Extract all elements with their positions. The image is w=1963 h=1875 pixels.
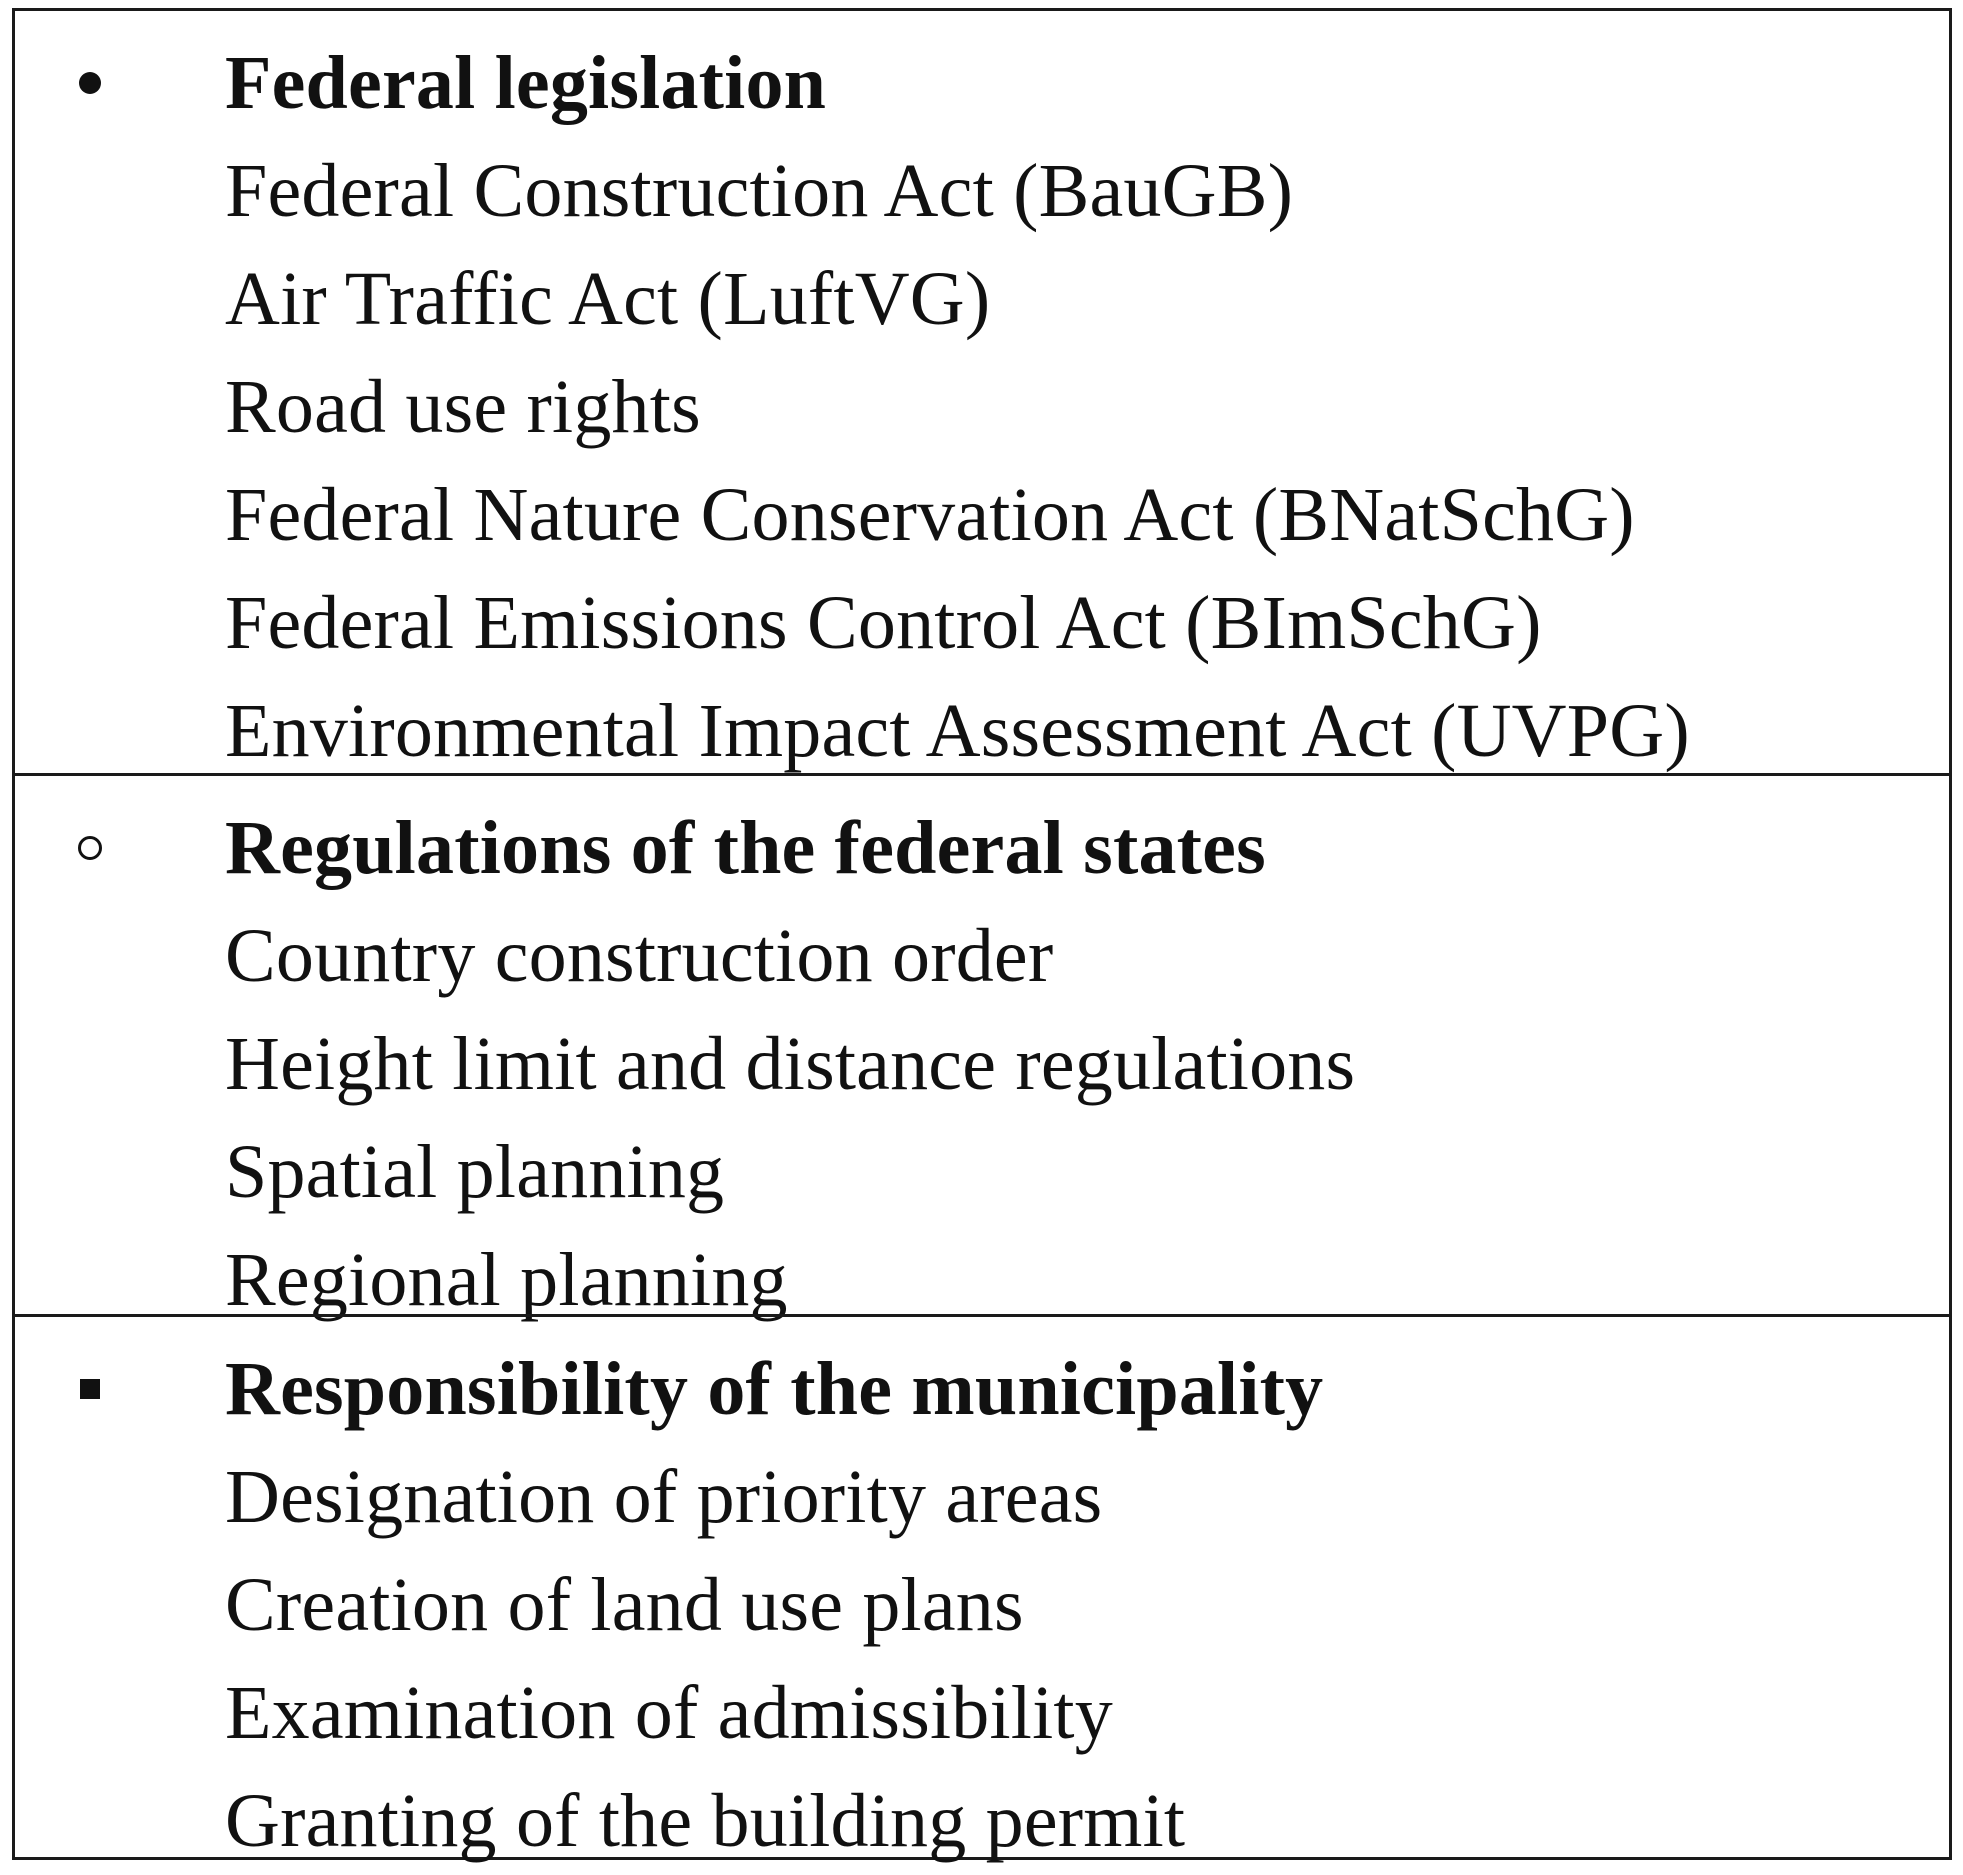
filled-bullet-icon: [60, 53, 120, 113]
list-item: Height limit and distance regulations: [225, 1022, 1356, 1106]
section-lines: [225, 794, 1939, 1334]
list-item: Federal Nature Conservation Act (BNatSchG): [225, 473, 1635, 557]
section-heading: Federal legislation: [225, 41, 827, 125]
list-item: Federal Emissions Control Act (BImSchG): [225, 581, 1542, 665]
list-item: Designation of priority areas: [225, 1455, 1103, 1539]
list-item: Granting of the building permit: [225, 1779, 1186, 1863]
list-item: Country construction order: [225, 914, 1054, 998]
section-lines: [225, 29, 1939, 785]
section-lines: [225, 1335, 1939, 1875]
list-item: Regional planning: [225, 1238, 788, 1322]
list-item: Creation of land use plans: [225, 1563, 1024, 1647]
section-heading: Regulations of the federal states: [225, 806, 1266, 890]
section-municipality: [15, 1314, 1949, 1863]
list-item: Federal Construction Act (BauGB): [225, 149, 1294, 233]
section-federal-states: [15, 773, 1949, 1322]
square-bullet-icon: [60, 1359, 120, 1419]
list-item: Spatial planning: [225, 1130, 725, 1214]
legislation-table: [12, 8, 1952, 1863]
section-heading: Responsibility of the municipality: [225, 1347, 1324, 1431]
list-item: Examination of admissibility: [225, 1671, 1113, 1755]
list-item: Environmental Impact Assessment Act (UVPG): [225, 689, 1690, 773]
hollow-circle-bullet-icon: [60, 818, 120, 878]
section-federal-legislation: [15, 11, 1949, 773]
list-item: Road use rights: [225, 365, 701, 449]
list-item: Air Traffic Act (LuftVG): [225, 257, 991, 341]
